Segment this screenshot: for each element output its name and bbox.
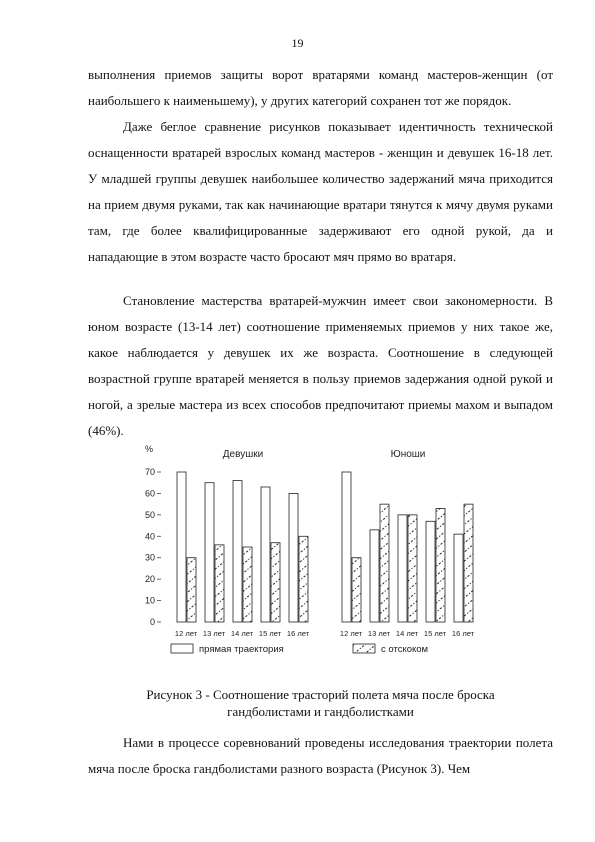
bar-rebound [215, 545, 224, 622]
bar-straight [454, 534, 463, 622]
bar-straight [289, 493, 298, 622]
y-tick-label: 70 [144, 467, 155, 477]
x-tick-label: 12 лет [174, 629, 198, 638]
paragraph-2: Даже беглое сравнение рисунков показывает идентичность технической оснащенности вратарей взрослых команд мастеров - женщин и девушек 16-18 лет. У младшей группы девушек наибольшее количество задержаний мяча приходится на прием двумя руками, так как начинающие вратари тянутся к мячу двумя руками там, где более квалифицированные задерживают его одной рукой, да и нападающие в этом возрасте часто бросают мяч прямо во вратаря. [88, 119, 553, 264]
x-tick-label: 13 лет [202, 629, 226, 638]
legend-swatch-straight [171, 644, 193, 653]
y-unit-label: % [145, 444, 154, 454]
y-tick-label: 10 [144, 595, 155, 606]
x-tick-label: 15 лет [258, 629, 282, 638]
bar-rebound [352, 558, 361, 622]
caption-line-2: гандболистами и гандболистками [227, 704, 414, 719]
bar-straight [342, 472, 351, 622]
bar-straight [205, 483, 214, 622]
x-tick-label: 16 лет [451, 629, 475, 638]
caption-line-1: Рисунок 3 - Соотношение трасторий полета мяча после броска [146, 687, 495, 702]
bar-straight [426, 521, 435, 622]
x-tick-label: 14 лет [230, 629, 254, 638]
bar-straight [261, 487, 270, 622]
bar-rebound [408, 515, 417, 622]
paragraph-1: выполнения приемов защиты ворот вратарями команд мастеров-женщин (от наибольшего к наименьшему), у других категорий сохранен тот же порядок. [88, 67, 553, 108]
x-tick-label: 16 лет [286, 629, 310, 638]
x-tick-label: 15 лет [423, 629, 447, 638]
bar-rebound [436, 508, 445, 622]
bar-straight [233, 481, 242, 622]
bar-rebound [243, 547, 252, 622]
y-tick-label: 20 [144, 574, 155, 585]
y-tick-label: 0 [149, 617, 155, 627]
y-tick-label: 30 [144, 552, 155, 563]
group-label: Юноши [390, 449, 426, 460]
trajectory-bar-chart [135, 440, 515, 670]
group-label: Девушки [222, 449, 264, 460]
x-tick-label: 13 лет [367, 629, 391, 638]
y-tick-label: 50 [144, 509, 155, 520]
bar-straight [177, 472, 186, 622]
bar-rebound [299, 536, 308, 622]
paragraph-3: Становление мастерства вратарей-мужчин имеет свои закономерности. В юном возрасте (13-14 лет) соотношение применяемых приемов у них такое же, какое наблюдается у девушек их же возраста. Соотношение в следующей возрастной группе вратарей меняется в пользу приемов задержания одной рукой и ногой, а зрелые мастера из всех способов предпочитают приемы махом и выпадом (46%). [88, 293, 553, 438]
legend-label-straight: прямая траектория [199, 644, 284, 655]
x-tick-label: 12 лет [339, 629, 363, 638]
y-tick-label: 60 [144, 488, 155, 499]
x-tick-label: 14 лет [395, 629, 419, 638]
bar-straight [370, 530, 379, 622]
bar-rebound [464, 504, 473, 622]
bar-rebound [380, 504, 389, 622]
legend-label-rebound: с отскоком [381, 644, 429, 655]
page-number: 19 [291, 36, 304, 50]
legend-swatch-rebound [353, 644, 375, 653]
bar-rebound [271, 543, 280, 622]
bar-straight [398, 515, 407, 622]
paragraph-4: Нами в процессе соревнований проведены исследования траектории полета мяча после броска гандболистами разного возраста (Рисунок 3). Чем [88, 735, 553, 776]
y-tick-label: 40 [144, 531, 155, 542]
bar-rebound [187, 558, 196, 622]
figure-caption [88, 686, 553, 720]
